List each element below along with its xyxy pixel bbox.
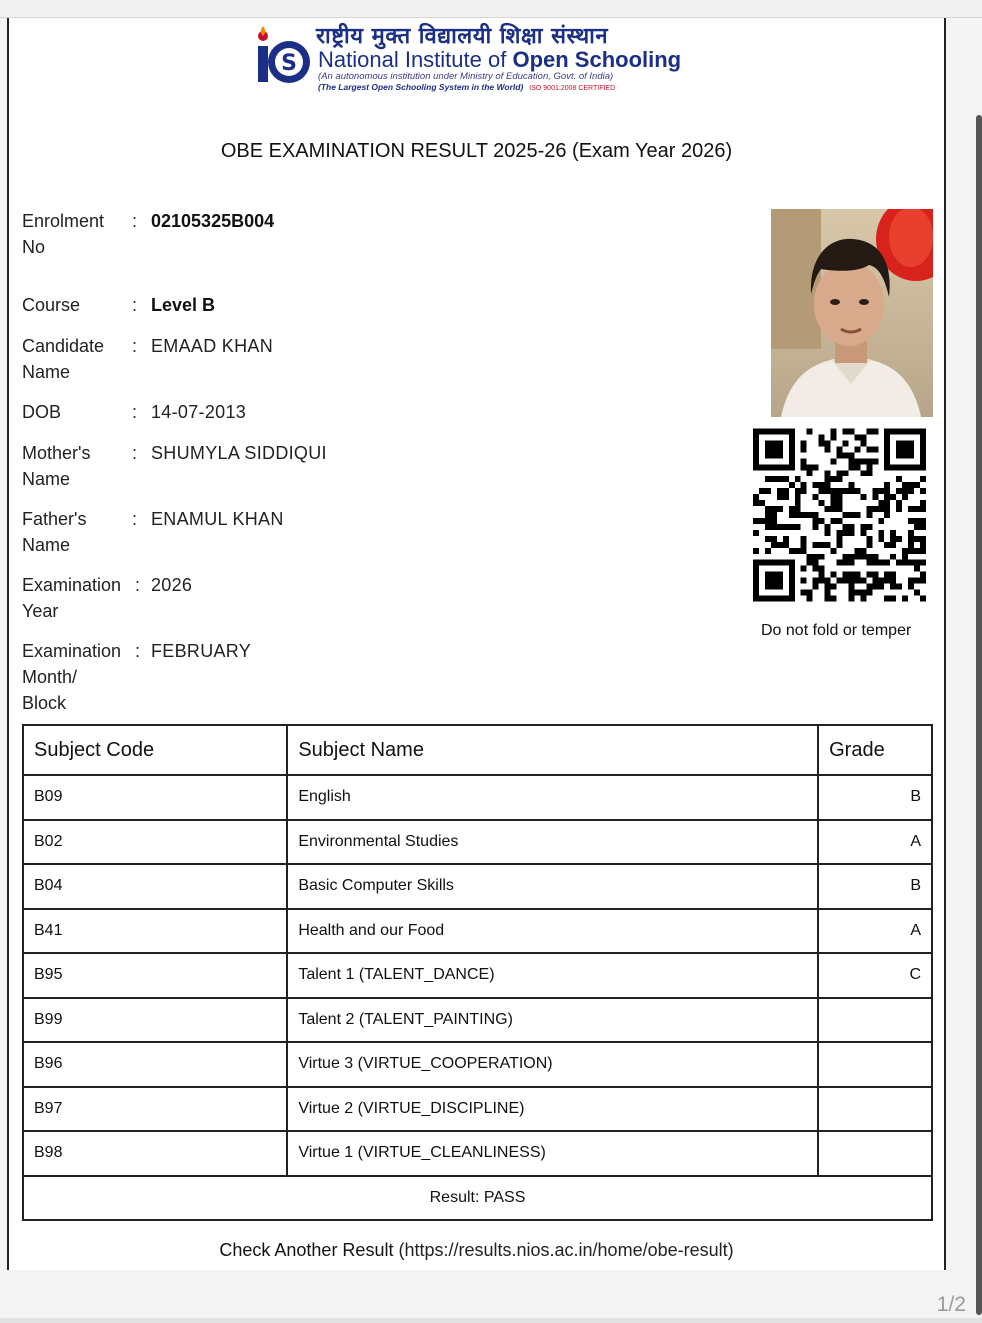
header-subject-name: Subject Name xyxy=(287,725,818,775)
table-row: B41 Health and our Food A xyxy=(23,909,932,954)
candidate-photo xyxy=(771,209,933,417)
candidate-name-value: EMAAD KHAN xyxy=(151,336,274,356)
result-status: Result: PASS xyxy=(23,1176,932,1221)
page-title: OBE EXAMINATION RESULT 2025-26 (Exam Year 2026) xyxy=(220,140,733,162)
table-row: B95 Talent 1 (TALENT_DANCE) C xyxy=(23,953,932,998)
check-another-result-link[interactable]: Check Another Result xyxy=(219,1240,394,1260)
institute-name-english: National Institute of Open Schooling xyxy=(318,47,682,72)
table-row: B96 Virtue 3 (VIRTUE_COOPERATION) xyxy=(23,1042,932,1087)
svg-text:S: S xyxy=(281,51,297,76)
table-header-row xyxy=(23,725,932,775)
viewer-top-bar xyxy=(0,0,982,18)
table-row: B02 Environmental Studies A xyxy=(23,820,932,865)
viewer-bottom-bar xyxy=(0,1318,982,1323)
table-row: B09 English B xyxy=(23,775,932,820)
header-grade: Grade xyxy=(818,725,932,775)
mother-name-value: SHUMYLA SIDDIQUI xyxy=(151,443,327,463)
father-name-value: ENAMUL KHAN xyxy=(151,509,284,529)
grades-table xyxy=(22,724,933,1221)
notice-text: Do not fold or temper xyxy=(761,622,912,639)
exam-year-value: 2026 xyxy=(151,575,193,595)
nios-emblem-icon xyxy=(256,24,312,88)
dob-value: 14-07-2013 xyxy=(151,402,247,422)
table-row: B99 Talent 2 (TALENT_PAINTING) xyxy=(23,998,932,1043)
course-value: Level B xyxy=(151,295,216,315)
institute-subtitle: (An autonomous institution under Ministry of Education, Govt. of India) xyxy=(318,71,614,82)
institute-subtitle-2: (The Largest Open Schooling System in the World) ISO 9001:2008 CERTIFIED xyxy=(318,82,616,92)
nios-logo xyxy=(256,20,682,94)
result-row xyxy=(23,1176,932,1221)
result-page: S राष्ट्रीय मुक्त विद्यालयी शिक्षा संस्थान National Institute of Open Schooling (An autonomous institution under Ministry of Education, Govt. of India) (The Largest Open Schooling System in the World) ISO 9001:2008 CERTIFIED OBE EXAMINATION RESULT 2025-26 (Exam Year 2026) Enrolment No : 02105325B004 Course : Level B Candidate Name : EMAAD KHAN DOB : 14-07-2013 Mother's Name : SHUMYLA SIDDIQUI Father's Name : ENAMUL KHAN Examination Year : 2026 Examination Month/ Block : FEBRUARY Do not fold or temper Subject Code Subject Name Grade B09 English B B02 Environmental Studies A B04 Basic Computer Skills B B41 Health and our Food A B95 Talent 1 (TALENT_DANCE) C B99 Talent 2 (TALENT_PAINTING) B96 Virtue 3 (VIRTUE_COOPERATION) B97 Virtue 2 (VIRTUE_DISCIPLINE) B98 Virtue 1 (VIRTUE_CLEANLINESS) Result: PASS Check Another Result (https://results.nios.ac.in/home/obe-result) xyxy=(7,18,946,1270)
exam-month-value: FEBRUARY xyxy=(151,641,252,661)
table-row: B04 Basic Computer Skills B xyxy=(23,864,932,909)
qr-code xyxy=(753,428,926,602)
enrolment-value: 02105325B004 xyxy=(151,211,275,231)
institute-name-hindi: राष्ट्रीय मुक्त विद्यालयी शिक्षा संस्थान xyxy=(316,24,609,49)
check-result-url[interactable]: (https://results.nios.ac.in/home/obe-result) xyxy=(398,1240,734,1260)
header-subject-code: Subject Code xyxy=(23,725,287,775)
table-row: B97 Virtue 2 (VIRTUE_DISCIPLINE) xyxy=(23,1087,932,1132)
table-row: B98 Virtue 1 (VIRTUE_CLEANLINESS) xyxy=(23,1131,932,1176)
scrollbar[interactable] xyxy=(976,115,982,1315)
page-indicator: 1/2 xyxy=(936,1293,966,1316)
check-another-result xyxy=(9,1240,944,1261)
